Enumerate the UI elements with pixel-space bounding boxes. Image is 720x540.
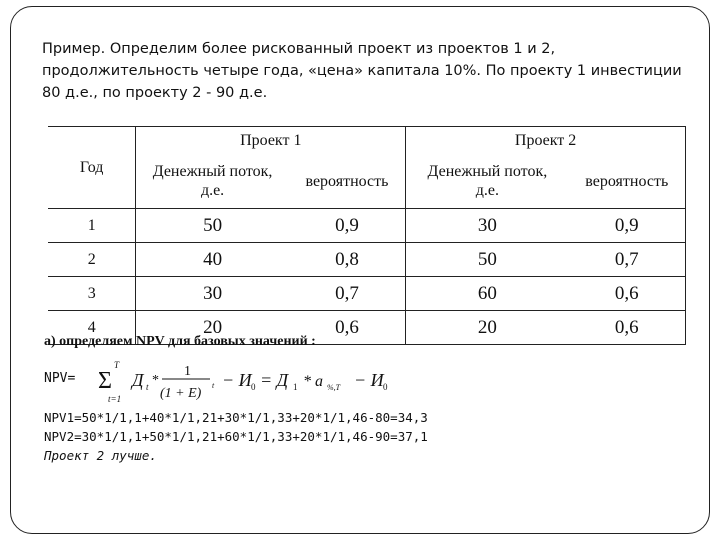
- p2-cashflow-cell: 50: [406, 243, 569, 277]
- p2-cashflow-cell: 30: [406, 209, 569, 243]
- year-cell: 3: [48, 277, 136, 311]
- sum-lower-limit: t=1: [108, 394, 122, 404]
- p1-probability-header: вероятность: [305, 172, 389, 190]
- annuity-factor: * a: [303, 373, 323, 390]
- table-row: [48, 277, 686, 311]
- p2-cashflow-cell: 60: [406, 277, 569, 311]
- npv-calculations: [44, 408, 428, 465]
- minus-investment-2: − И: [354, 370, 384, 390]
- p1-probability-cell: 0,7: [289, 277, 406, 311]
- equals-d-symbol: = Д: [260, 370, 289, 390]
- conclusion: Проект 2 лучше.: [44, 448, 157, 463]
- p2-cashflow-cell: 20: [406, 311, 569, 345]
- fraction-denominator: (1 + E): [160, 386, 202, 401]
- p1-cashflow-cell: 20: [136, 311, 289, 345]
- year-cell: 1: [48, 209, 136, 243]
- p1-cashflow-cell: 30: [136, 277, 289, 311]
- section-subtitle: а) определяем NPV для базовых значений :: [44, 334, 316, 349]
- investment-subscript-2: 0: [383, 382, 388, 392]
- investment-subscript: 0: [251, 382, 256, 392]
- p2-probability-cell: 0,7: [569, 243, 686, 277]
- multiply-sign: *: [152, 373, 159, 388]
- p1-cashflow-header: Денежный поток, д.е.: [136, 154, 289, 209]
- year-header: Год: [48, 127, 136, 209]
- p2-probability-header: вероятность: [569, 154, 686, 209]
- p2-probability-cell: 0,9: [569, 209, 686, 243]
- d-subscript: 1: [293, 382, 298, 392]
- p1-probability-cell: 0,8: [289, 243, 406, 277]
- d-t-symbol: Д: [132, 370, 144, 390]
- example-label: Пример.: [42, 41, 106, 57]
- project2-header: Проект 2: [406, 127, 686, 155]
- problem-statement: [42, 38, 692, 104]
- sum-sign-icon: Σ: [98, 368, 112, 394]
- p1-cashflow-cell: 50: [136, 209, 289, 243]
- year-cell: 2: [48, 243, 136, 277]
- fraction-numerator: 1: [184, 364, 191, 379]
- denominator-exponent: t: [212, 381, 215, 390]
- projects-table: [48, 126, 686, 345]
- npv1-line: NPV1=50*1/1,1+40*1/1,21+30*1/1,33+20*1/1,46-80=34,3: [44, 410, 428, 425]
- npv-formula: [44, 357, 424, 407]
- year-cell: 4: [48, 311, 136, 345]
- npv-label: NPV=: [44, 371, 76, 386]
- formula-graphic: [44, 357, 424, 407]
- npv2-line: NPV2=30*1/1,1+50*1/1,21+60*1/1,33+20*1/1,46-90=37,1: [44, 429, 428, 444]
- d-t-subscript: t: [146, 382, 149, 392]
- table-row: [48, 243, 686, 277]
- sum-upper-limit: T: [114, 360, 120, 370]
- p1-probability-cell: 0,6: [289, 311, 406, 345]
- p2-probability-cell: 0,6: [569, 311, 686, 345]
- p1-probability-cell: 0,9: [289, 209, 406, 243]
- annuity-subscript: %,T: [327, 383, 341, 392]
- problem-text: Определим более рискованный проект из проектов 1 и 2, продолжительность четыре года, «цена» капитала 10%. По проекту 1 инвестиции 80 д.е., по проекту 2 - 90 д.е.: [42, 41, 682, 101]
- table-row: [48, 209, 686, 243]
- p2-cashflow-header: Денежный поток, д.е.: [406, 154, 569, 209]
- p1-cashflow-cell: 40: [136, 243, 289, 277]
- p2-probability-cell: 0,6: [569, 277, 686, 311]
- project1-header: Проект 1: [136, 127, 406, 155]
- minus-investment: − И: [222, 370, 252, 390]
